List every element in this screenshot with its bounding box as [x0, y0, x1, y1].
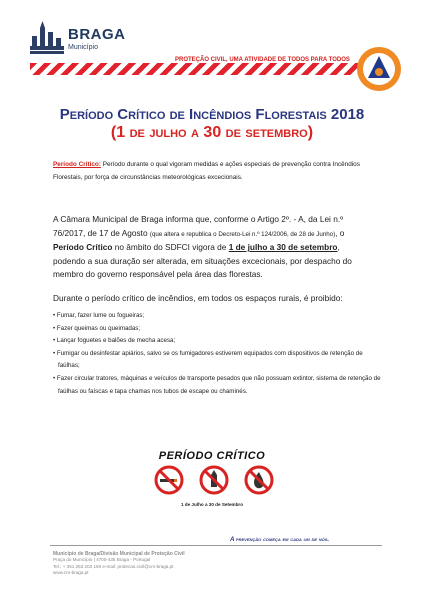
footer-website[interactable]: www.cm-braga.pt	[53, 570, 89, 576]
footer-org: Município de Braga/Divisão Municipal de Proteção Civil	[53, 551, 185, 557]
definition-text: Período durante o qual vigoram medidas e ações especiais de prevenção contra Incêndios Florestais, por força de circunstâncias meteorológicas excecionais.	[53, 161, 360, 181]
no-smoking-icon	[156, 467, 182, 493]
sign-title: PERÍODO CRÍTICO	[158, 450, 266, 462]
no-fireworks-icon	[201, 467, 227, 493]
bottom-slogan: A prevenção começa em cada um de nós.	[230, 536, 330, 543]
para-bold-term: Período Crítico	[53, 242, 113, 253]
no-fire-icon	[246, 467, 272, 493]
para-part-2: , o	[335, 227, 345, 238]
prohibited-list	[53, 310, 383, 398]
para-part-4: , podendo a sua duração ser alterada, em situações excecionais, por despacho do membro do governo responsável pela área das florestas.	[53, 242, 352, 280]
list-item: • Fumigar ou desinfestar apiários, salvo se os fumigadores estiverem equipados com dispositivos de retenção de faúlhas;	[53, 348, 383, 373]
footer	[53, 551, 353, 577]
brand-name: BRAGA	[68, 26, 126, 43]
list-item: • Fazer circular tratores, máquinas e veículos de transporte pesados que não possuam extintor, sistema de retenção de faúlhas ou faíscas e tapa chamas nos tubos de escape ou chaminés.	[53, 373, 383, 398]
main-paragraph	[53, 213, 373, 282]
header-stripe	[30, 63, 370, 75]
footer-contact: Tel.: + 351 253 203 150 e-mail: protecao.civil@cm-braga.pt	[53, 563, 174, 569]
para-part-3: no âmbito do SDFCI vigora de	[112, 242, 229, 253]
list-item: • Fazer queimas ou queimadas;	[53, 323, 383, 336]
prohibited-lead: Durante o período crítico de incêndios, em todos os espaços rurais, é proibido:	[53, 293, 343, 303]
brand-sub: Município	[68, 44, 98, 51]
prohibition-icons	[154, 465, 274, 495]
list-item: • Lançar foguetes e balões de mecha acesa;	[53, 335, 383, 348]
page-subtitle-dates: (1 de julho a 30 de setembro)	[110, 124, 314, 141]
sign-dates: 1 de Julho a 30 de Setembro	[180, 502, 244, 507]
footer-address: Praça do Município | 4700-435 Braga - Portugal	[53, 557, 151, 563]
definition-label: Período Crítico:	[53, 161, 101, 168]
para-small-note: (que altera e republica o Decreto-Lei n.º 124/2006, de 28 de Junho)	[149, 230, 336, 238]
divider	[50, 545, 382, 546]
para-part-1: A Câmara Municipal de Braga informa que, conforme o Artigo 2º. - A, da Lei n.º 76/2017, de 17 de Agosto	[53, 214, 344, 238]
para-dates: 1 de julho a 30 de setembro	[228, 242, 338, 253]
header-slogan: PROTEÇÃO CIVIL, UMA ATIVIDADE DE TODOS PARA TODOS	[175, 57, 350, 63]
list-item: • Fumar, fazer lume ou fogueiras;	[53, 310, 383, 323]
protecao-civil-seal-icon	[356, 46, 402, 92]
page-title: Período Crítico de Incêndios Florestais 2018	[59, 106, 365, 123]
definition-block	[53, 158, 373, 184]
